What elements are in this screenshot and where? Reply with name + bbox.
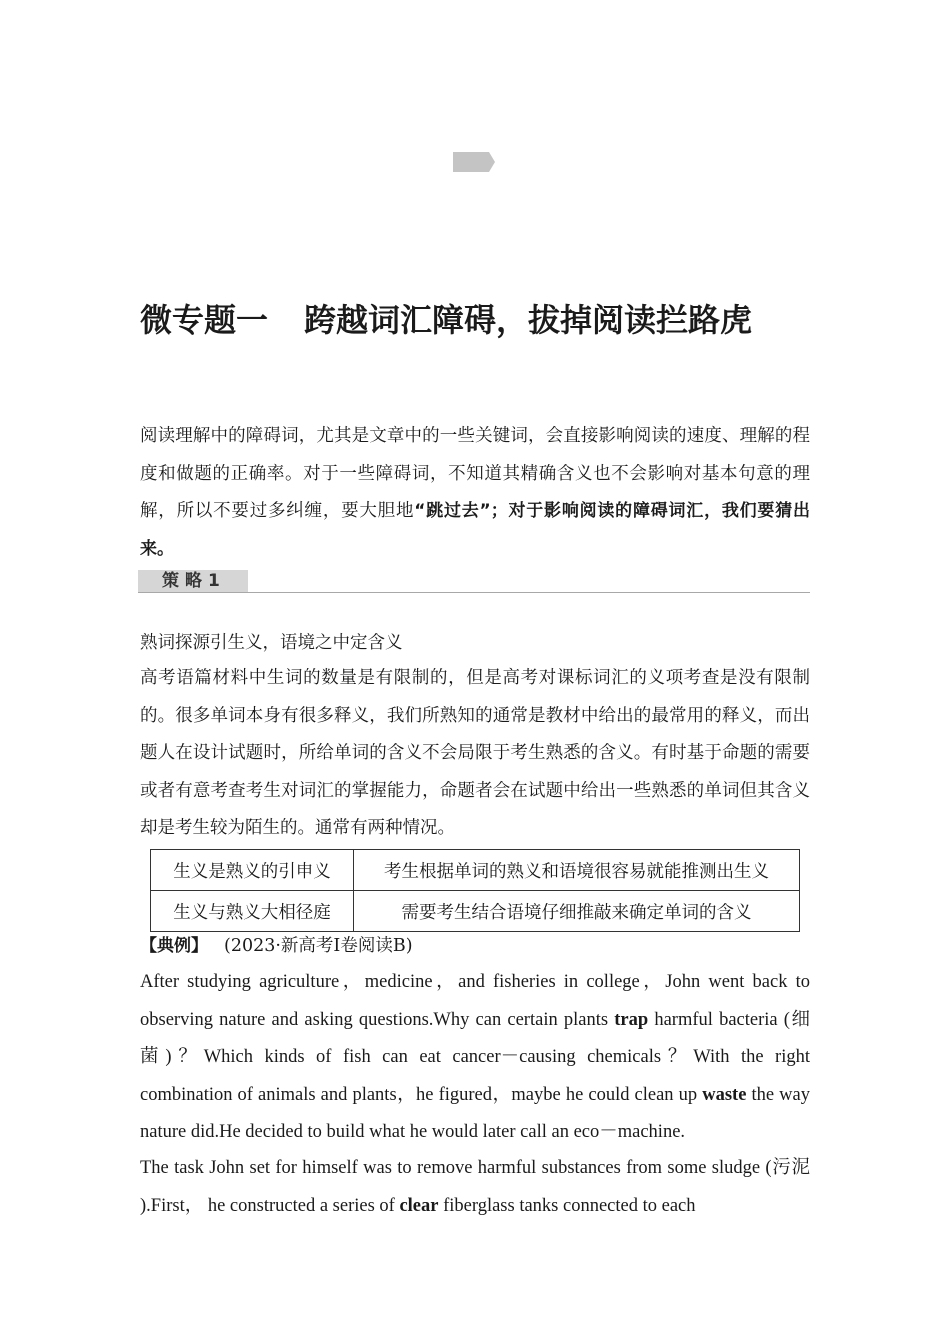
passage-text: fiberglass tanks connected to each bbox=[438, 1195, 696, 1216]
table-row bbox=[151, 891, 800, 932]
passage-text: harmful bacteria (细菌)？Which kinds of fish can eat cancer－causing chemicals？With the right combination of animals and plants，he figured，maybe he could clean up bbox=[140, 1009, 810, 1105]
title-prefix: 微专题一 bbox=[140, 301, 269, 339]
table-cell-desc: 考生根据单词的熟义和语境很容易就能推测出生义 bbox=[354, 850, 800, 891]
section-marker-icon bbox=[453, 152, 495, 172]
table-cell-desc: 需要考生结合语境仔细推敲来确定单词的含义 bbox=[354, 891, 800, 932]
example-label: 【典例】 bbox=[140, 936, 208, 956]
passage-paragraph-1 bbox=[140, 964, 810, 1152]
strategy-header bbox=[138, 570, 810, 594]
passage-text: The task John set for himself was to remove harmful substances from some sludge (污泥 ).First， he constructed a series of bbox=[140, 1158, 810, 1216]
keyword-waste: waste bbox=[702, 1084, 747, 1105]
table-row bbox=[151, 850, 800, 891]
table-cell-type: 生义是熟义的引申义 bbox=[151, 850, 354, 891]
example-heading bbox=[140, 932, 413, 960]
strategy-subheading: 熟词探源引生义，语境之中定含义 bbox=[140, 633, 403, 653]
intro-plain: 阅读理解中的障碍词，尤其是文章中的一些关键词，会直接影响阅读的速度、理解的程度和做题的正确率。对于一些障碍词，不知道其精确含义也不会影响对基本句意的理解，所以不要过多纠缠，要大胆地 bbox=[140, 426, 810, 521]
intro-paragraph bbox=[140, 418, 810, 568]
passage-paragraph-2 bbox=[140, 1150, 810, 1225]
passage-text: the way nature did.He decided to build what he would later call an eco－machine. bbox=[140, 1084, 810, 1142]
sense-table bbox=[150, 849, 800, 932]
title-main: 跨越词汇障碍，拔掉阅读拦路虎 bbox=[304, 301, 753, 339]
strategy-body: 高考语篇材料中生词的数量是有限制的，但是高考对课标词汇的义项考查是没有限制的。很多单词本身有很多释义，我们所熟知的通常是教材中给出的最常用的释义，而出题人在设计试题时，所给单词的含义不会局限于考生熟悉的含义。有时基于命题的需要或者有意考查考生对词汇的掌握能力，命题者会在试题中给出一些熟悉的单词但其含义却是考生较为陌生的。通常有两种情况。 bbox=[140, 668, 810, 838]
strategy-label: 策略1 bbox=[162, 571, 226, 591]
intro-highlight: “跳过去”；对于影响阅读的障碍词汇，我们要猜出来。 bbox=[140, 501, 810, 559]
keyword-clear: clear bbox=[399, 1195, 439, 1216]
table-cell-type: 生义与熟义大相径庭 bbox=[151, 891, 354, 932]
example-source: (2023·新高考Ⅰ卷阅读B) bbox=[224, 936, 413, 956]
page-title bbox=[140, 295, 820, 341]
divider bbox=[138, 592, 810, 593]
passage-text: After studying agriculture，medicine，and fisheries in college，John went back to observing nature and asking questions.Why can certain plants bbox=[140, 972, 810, 1030]
keyword-trap: trap bbox=[614, 1009, 649, 1030]
